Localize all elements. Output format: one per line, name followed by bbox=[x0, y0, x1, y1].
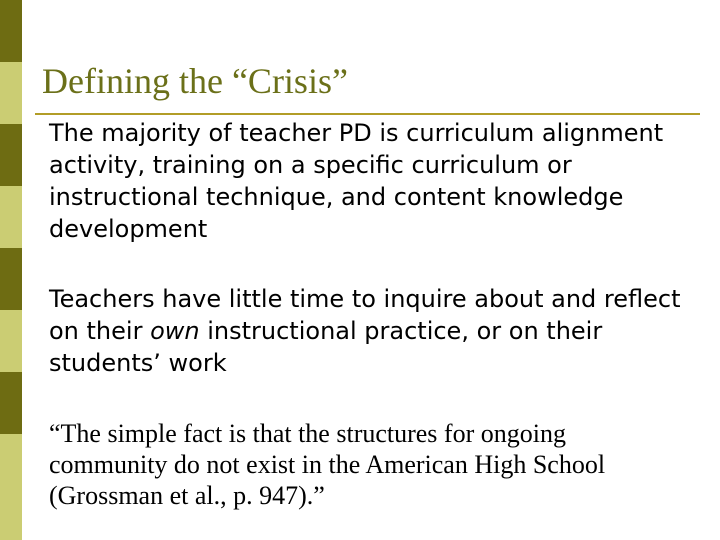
slide-title: Defining the “Crisis” bbox=[42, 61, 348, 101]
bar-segment bbox=[0, 310, 22, 372]
paragraph-curriculum: The majority of teacher PD is curriculum alignment activity, training on a specific curriculum or instructional technique, and content knowledge development bbox=[49, 119, 664, 243]
bar-segment bbox=[0, 0, 22, 62]
bar-segment bbox=[0, 372, 22, 434]
bar-segment bbox=[0, 186, 22, 248]
title-underline bbox=[35, 113, 700, 115]
bar-segment bbox=[0, 62, 22, 124]
paragraph-reflection-end: instructional practice, or on their students’ work bbox=[49, 317, 603, 377]
left-accent-bar bbox=[0, 0, 22, 540]
grossman-quote: “The simple fact is that the structures for ongoing community do not exist in the American High School (Grossman et al., p. 947).” bbox=[49, 419, 606, 510]
paragraph-reflection bbox=[49, 283, 689, 379]
bar-segment bbox=[0, 248, 22, 310]
paragraph-reflection-start: Teachers have little time to inquire about and reflect on their bbox=[49, 285, 681, 345]
bar-segment bbox=[0, 124, 22, 186]
emphasis-own: own bbox=[150, 317, 200, 345]
bar-segment bbox=[0, 434, 22, 540]
